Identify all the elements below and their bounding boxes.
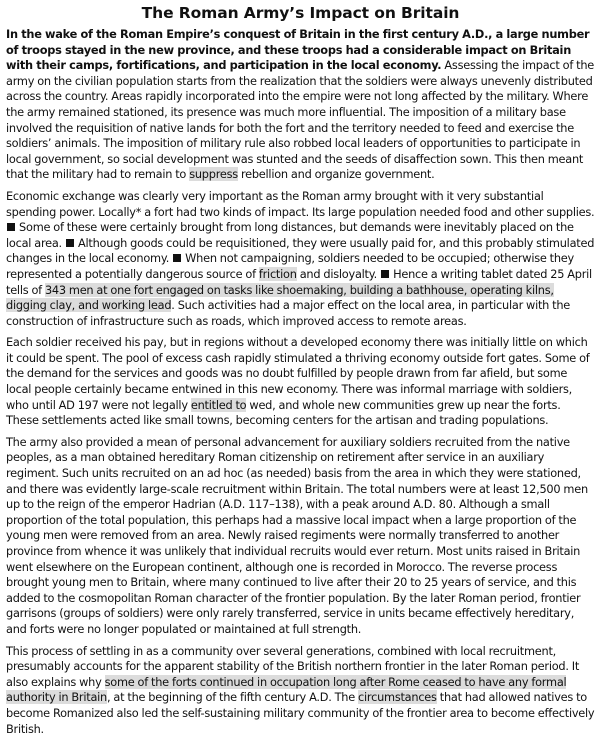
highlighted-phrase-entitled-to[interactable]: entitled to	[190, 397, 247, 412]
paragraph-4	[6, 435, 595, 638]
paragraph-5-text: This process of settling in as a community over several generations, combined with local recruitment, presumably accounts for the apparent stability of the British northern frontier in the later Roman period. It also explains why	[6, 643, 580, 689]
insert-sentence-square-4[interactable]	[381, 270, 389, 278]
paragraph-1-lead-sentence: In the wake of the Roman Empire’s conquest of Britain in the first century A.D., a large number of troops stayed in the new province, and these troops had a considerable impact on Britain with their camps, fortifications, and participation in the local economy.	[6, 27, 590, 73]
highlighted-word-circumstances[interactable]: circumstances	[358, 690, 437, 705]
paragraph-2-text: Some of these were certainly brought from long distances, but demands were inevitably placed on the local area.	[6, 220, 574, 250]
insert-sentence-square-3[interactable]	[173, 254, 181, 262]
paragraph-3-text-end: wed, and whole new communities grew up near the forts. These settlements acted like small towns, becoming centers for the artisan and trading populations.	[6, 397, 561, 428]
paragraph-1-text-end: rebellion and organize government.	[237, 167, 435, 182]
passage-title: The Roman Army’s Impact on Britain	[141, 4, 460, 22]
paragraph-5	[6, 644, 595, 738]
paragraph-3	[6, 335, 595, 429]
insert-sentence-square-1[interactable]	[7, 223, 15, 231]
highlighted-phrase-forts-continued[interactable]: some of the forts continued in occupation long after Rome ceased to have any formal authority in Britain	[6, 674, 567, 705]
paragraph-5-text-end: that had allowed natives to become Romanized also led the self-sustaining military community of the frontier area to become effectively British.	[6, 690, 595, 736]
highlighted-word-friction[interactable]: friction	[258, 266, 297, 281]
paragraph-4-text: The army also provided a mean of personal advancement for auxiliary soldiers recruited from the native peoples, as a man obtained hereditary Roman citizenship on retirement after service in an auxiliary regiment. Such units recruited on an ad hoc (as needed) basis from the area in which they were stationed, and there was evidently large-scale recruitment within Britain. The total numbers were at least 12,500 men up to the reign of the emperor Hadrian (A.D. 117–138), with a peak around A.D. 80. Although a small proportion of the total population, this perhaps had a massive local impact when a large proportion of the young men were removed from an area. Newly raised regiments were normally transferred to another province from whence it was unlikely that individual recruits would ever return. Most units raised in Britain went elsewhere on the European continent, although one is recorded in Morocco. The reverse process brought young men to Britain, where many continued to live after their 20 to 25 years of service, and this added to the cosmopolitan Roman character of the frontier population. By the later Roman period, frontier garrisons (groups of soldiers) were only rarely transferred, service in units became effectively hereditary, and forts were no longer populated or maintained at full strength.	[6, 434, 588, 636]
insert-sentence-square-2[interactable]	[66, 239, 74, 247]
paragraph-1	[6, 27, 595, 183]
paragraph-3-text: Each soldier received his pay, but in regions without a developed economy there was initially little on which it could be spent. The pool of excess cash rapidly stimulated a thriving economy outside fort gates. Some of the demand for the services and goods was no doubt fulfilled by people drawn from far afield, but some local people certainly became entwined in this new economy. There was informal marriage with soldiers, who until AD 197 were not legally	[6, 335, 590, 412]
highlighted-word-suppress[interactable]: suppress	[189, 167, 238, 182]
paragraph-2-text: Economic exchange was clearly very important as the Roman army brought with it very substantial spending power. Locally* a fort had two kinds of impact. Its large population needed food and other supplies.	[6, 188, 595, 219]
paragraph-2-text: and disloyalty.	[296, 266, 381, 281]
paragraph-2	[6, 189, 595, 329]
paragraph-5-text: , at the beginning of the fifth century A.D. The	[107, 690, 359, 705]
highlighted-phrase-343-men[interactable]: 343 men at one fort engaged on tasks like shoemaking, building a bathhouse, operating kilns, digging clay, and working lead	[6, 282, 554, 313]
paragraph-2-text: When not campaigning, soldiers needed to be occupied; otherwise they represented a potentially dangerous source of	[6, 251, 574, 281]
paragraph-2-text: Although goods could be requisitioned, they were usually paid for, and this probably stimulated changes in the local economy.	[6, 235, 595, 266]
paragraph-1-text: Assessing the impact of the army on the civilian population starts from the realization that the soldiers were always unevenly distributed across the country. Areas rapidly incorporated into the empire were not long affected by the military. Where the army remained stationed, its presence was much more influential. The imposition of a military base involved the requisition of native lands for both the fort and the territory needed to feed and exercise the soldiers’ animals. The imposition of military rule also robbed local leaders of opportunities to participate in local government, so social development was stunted and the seeds of disaffection sown. This then meant that the military had to remain to	[6, 58, 595, 182]
paragraph-2-text-end: . Such activities had a major effect on the local area, in particular with the construction of infrastructure such as roads, which improved access to remote areas.	[6, 298, 571, 328]
paragraph-2-text: Hence a writing tablet dated 25 April tells of	[6, 266, 592, 297]
